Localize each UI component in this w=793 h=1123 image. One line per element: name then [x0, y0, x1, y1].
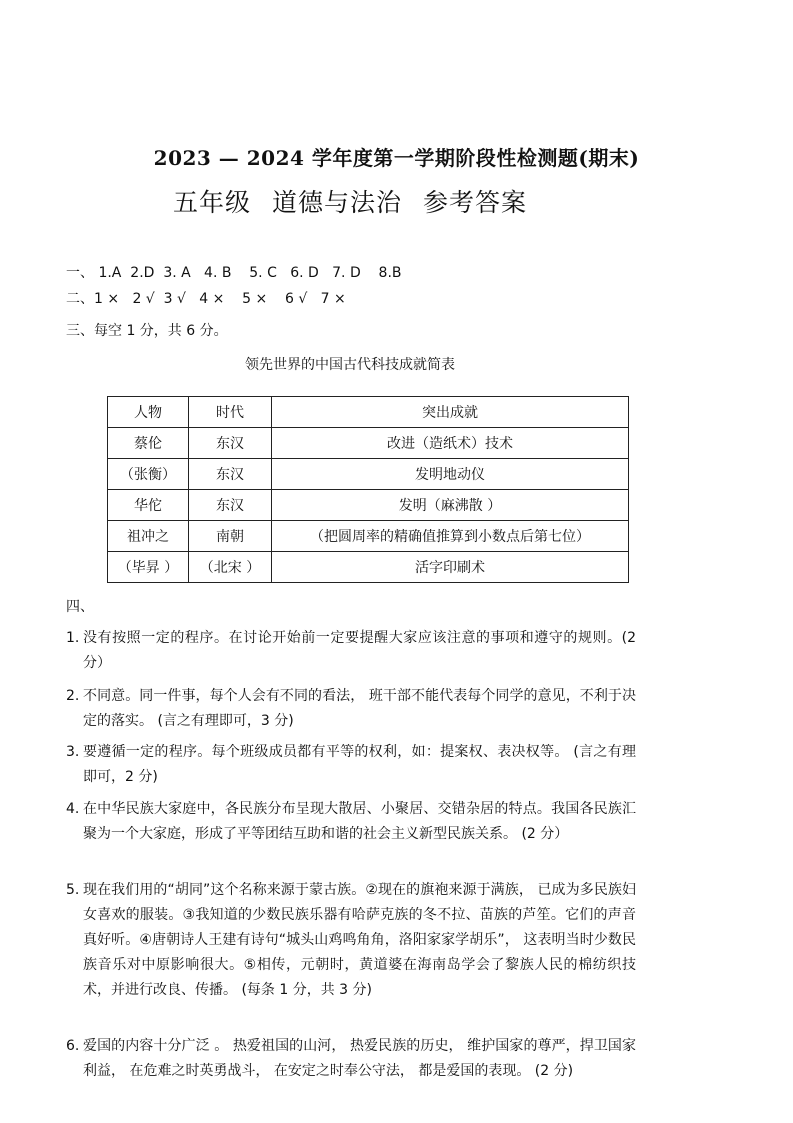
section-4-heading: 四、: [66, 599, 94, 615]
table-cell: 活字印刷术: [272, 552, 629, 583]
table-caption: 领先世界的中国古代科技成就简表: [245, 357, 455, 373]
answer-item-1: [66, 626, 636, 676]
table-row: [108, 552, 629, 583]
table-cell: 蔡伦: [108, 428, 189, 459]
table-row: [108, 459, 629, 490]
table-header-cell: 时代: [189, 397, 272, 428]
answer-item-3: [66, 740, 636, 790]
table-cell: 南朝: [189, 521, 272, 552]
section-2-judgement-answers: 二、1 × 2 √ 3 √ 4 × 5 × 6 √ 7 ×: [66, 291, 346, 307]
table-cell: 发明地动仪: [272, 459, 629, 490]
table-cell: 改进（造纸术）技术: [272, 428, 629, 459]
answer-text: 爱国的内容十分广泛 。 热爱祖国的山河， 热爱民族的历史， 维护国家的尊严，捍卫国家利益， 在危难之时英勇战斗， 在安定之时奉公守法， 都是爱国的表现。 (2 分): [83, 1038, 636, 1079]
answer-item-2: [66, 684, 636, 734]
table-cell: 祖冲之: [108, 521, 189, 552]
answer-number: 6.: [66, 1038, 80, 1054]
answer-text: 现在我们用的“胡同”这个名称来源于蒙古族。②现在的旗袍来源于满族， 已成为多民族妇女喜欢的服装。③我知道的少数民族乐器有哈萨克族的冬不拉、苗族的芦笙。它们的声音真好听。④唐朝诗人王建有诗句“城头山鸡鸣角角，洛阳家家学胡乐”， 这表明当时少数民族音乐对中原影响很大。⑤相传，元朝时，黄道婆在海南岛学会了黎族人民的棉纺织技术，并进行改良、传播。 (每条 1 分，共 3 分): [83, 882, 636, 998]
table-row: [108, 521, 629, 552]
table-cell: （把圆周率的精确值推算到小数点后第七位）: [272, 521, 629, 552]
section-3-heading: 三、每空 1 分，共 6 分。: [66, 323, 228, 339]
answer-number: 1.: [66, 630, 80, 646]
table-cell: 东汉: [189, 428, 272, 459]
answer-item-6: [66, 1034, 636, 1084]
document-title: 2023 — 2024 学年度第一学期阶段性检测题(期末): [153, 146, 640, 170]
table-row: [108, 428, 629, 459]
answer-item-5: [66, 878, 636, 1003]
section-1-choice-answers: 一、 1.A 2.D 3. A 4. B 5. C 6. D 7. D 8.B: [66, 265, 402, 281]
answer-text: 要遵循一定的程序。每个班级成员都有平等的权利，如：提案权、表决权等。 (言之有理即可，2 分): [83, 744, 636, 785]
answer-number: 4.: [66, 801, 80, 817]
table-header-row: [108, 397, 629, 428]
table-cell: （北宋 ）: [189, 552, 272, 583]
answer-number: 5.: [66, 882, 80, 898]
answer-number: 2.: [66, 688, 80, 704]
table-cell: 东汉: [189, 490, 272, 521]
table-row: [108, 490, 629, 521]
answer-text: 在中华民族大家庭中，各民族分布呈现大散居、小聚居、交错杂居的特点。我国各民族汇聚为一个大家庭，形成了平等团结互助和谐的社会主义新型民族关系。 (2 分）: [83, 801, 636, 842]
document-subtitle: 五年级 道德与法治 参考答案: [173, 188, 527, 217]
answer-number: 3.: [66, 744, 80, 760]
table-header-cell: 突出成就: [272, 397, 629, 428]
table-header-cell: 人物: [108, 397, 189, 428]
answer-text: 不同意。同一件事，每个人会有不同的看法， 班干部不能代表每个同学的意见，不利于决定的落实。 (言之有理即可，3 分): [83, 688, 636, 729]
table-cell: 东汉: [189, 459, 272, 490]
table-cell: （张衡）: [108, 459, 189, 490]
science-achievements-table: [107, 396, 629, 583]
table-cell: （毕昇 ）: [108, 552, 189, 583]
table-cell: 华佗: [108, 490, 189, 521]
table-cell: 发明（麻沸散 ）: [272, 490, 629, 521]
answer-text: 没有按照一定的程序。在讨论开始前一定要提醒大家应该注意的事项和遵守的规则。(2 分）: [83, 630, 636, 671]
answer-item-4: [66, 797, 636, 847]
